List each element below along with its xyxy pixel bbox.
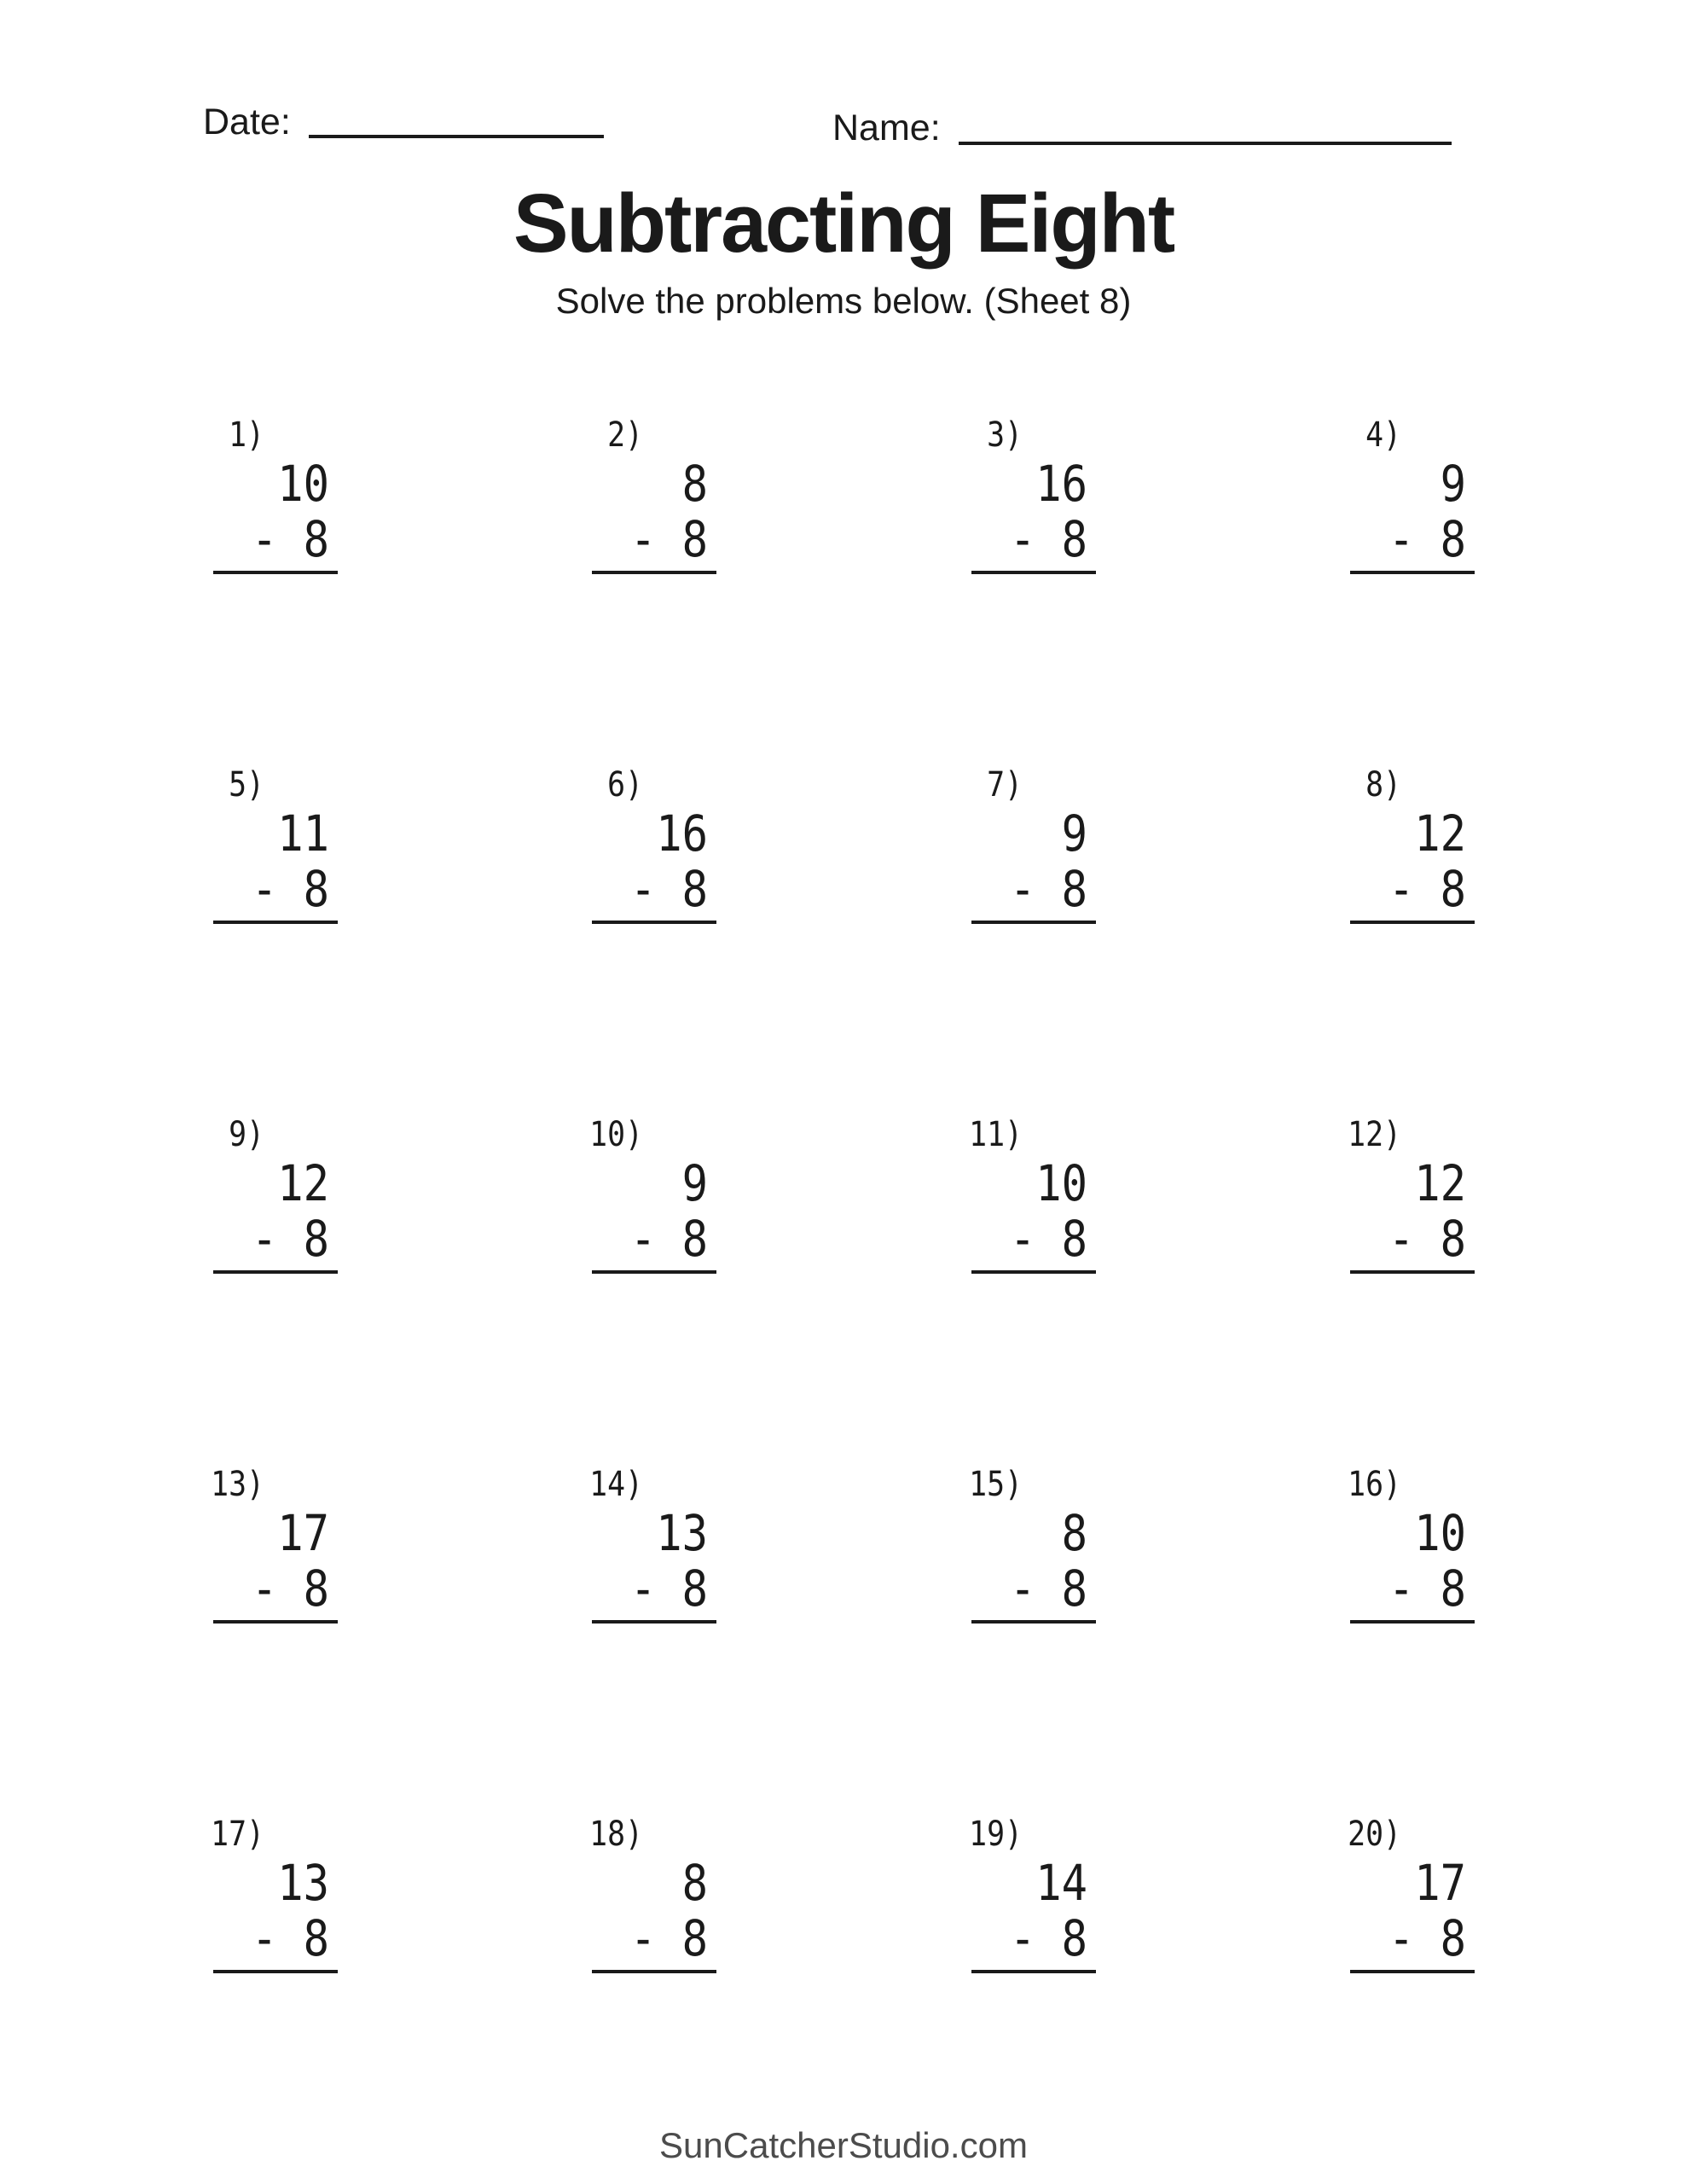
problem-number: 15): [968, 1465, 1023, 1504]
subtrahend: - 8: [1009, 1909, 1087, 1967]
subtrahend: - 8: [1388, 1560, 1466, 1618]
name-label: Name:: [832, 107, 941, 148]
answer-line: [213, 921, 338, 924]
subtrahend: - 8: [630, 1210, 709, 1268]
minuend: 14: [1035, 1854, 1087, 1912]
problem-number: 3): [986, 415, 1023, 455]
page-subtitle: Solve the problems below. (Sheet 8): [555, 281, 1132, 321]
problem-number: 4): [1365, 415, 1401, 455]
problem-number: 1): [229, 415, 264, 455]
minuend: 10: [277, 455, 329, 513]
subtrahend: - 8: [630, 1909, 709, 1967]
minuend: 13: [656, 1504, 709, 1562]
problem-number: 11): [968, 1115, 1023, 1154]
problem-number: 5): [229, 765, 264, 804]
answer-line: [971, 921, 1096, 924]
subtrahend: - 8: [251, 860, 329, 918]
problem: [589, 1113, 971, 1463]
subtrahend: - 8: [251, 1210, 329, 1268]
problem: [592, 764, 971, 1113]
problem-number: 6): [607, 765, 644, 804]
answer-line: [1350, 1620, 1475, 1623]
minuend: 12: [1414, 804, 1466, 863]
problem: [213, 1113, 592, 1463]
minuend: 12: [1414, 1154, 1466, 1212]
answer-line: [213, 1620, 338, 1623]
page-title: Subtracting Eight: [513, 177, 1174, 270]
minuend: 16: [656, 804, 709, 863]
problem: [971, 414, 1350, 764]
problem-number: 7): [986, 765, 1023, 804]
answer-line: [971, 1970, 1096, 1973]
subtrahend: - 8: [630, 1560, 709, 1618]
date-label: Date:: [203, 102, 291, 142]
answer-line: [213, 571, 338, 574]
minuend: 10: [1414, 1504, 1466, 1562]
answer-line: [1350, 571, 1475, 574]
answer-line: [971, 1620, 1096, 1623]
answer-line: [971, 1270, 1096, 1274]
problem-number: 13): [211, 1465, 264, 1504]
problem-number: 19): [968, 1815, 1023, 1854]
problem: [589, 1813, 971, 2163]
problem: [1350, 414, 1687, 764]
problem: [213, 1813, 592, 2163]
problem: [1350, 1113, 1687, 1463]
problems-grid: [213, 414, 1687, 2163]
minuend: 17: [1414, 1854, 1466, 1912]
answer-line: [592, 921, 716, 924]
answer-line: [592, 1620, 716, 1623]
subtrahend: - 8: [251, 510, 329, 568]
subtrahend: - 8: [1009, 1210, 1087, 1268]
problem: [1350, 1813, 1687, 2163]
problem-number: 16): [1348, 1465, 1401, 1504]
minuend: 8: [1061, 1504, 1087, 1562]
minuend: 17: [277, 1504, 329, 1562]
answer-line: [1350, 1970, 1475, 1973]
minuend: 13: [277, 1854, 329, 1912]
answer-line: [592, 1270, 716, 1274]
answer-line: [592, 1970, 716, 1973]
problem-number: 12): [1348, 1115, 1401, 1154]
minuend: 12: [277, 1154, 329, 1212]
subtrahend: - 8: [1388, 1909, 1466, 1967]
minuend: 9: [1440, 455, 1466, 513]
problem: [968, 1113, 1350, 1463]
minuend: 8: [681, 455, 709, 513]
subtrahend: - 8: [630, 510, 709, 568]
minuend: 9: [681, 1154, 709, 1212]
problem: [213, 414, 592, 764]
problem: [971, 764, 1350, 1113]
subtrahend: - 8: [630, 860, 709, 918]
problem-number: 2): [607, 415, 644, 455]
name-fill-in-line: [959, 142, 1452, 145]
subtrahend: - 8: [251, 1560, 329, 1618]
subtrahend: - 8: [1388, 860, 1466, 918]
minuend: 11: [277, 804, 329, 863]
problem: [1350, 1463, 1687, 1813]
footer-site-text: SunCatcherStudio.com: [659, 2125, 1028, 2165]
answer-line: [971, 571, 1096, 574]
subtrahend: - 8: [1388, 1210, 1466, 1268]
answer-line: [1350, 921, 1475, 924]
problem-number: 8): [1365, 765, 1401, 804]
subtrahend: - 8: [1009, 1560, 1087, 1618]
minuend: 9: [1061, 804, 1087, 863]
subtrahend: - 8: [1009, 860, 1087, 918]
problem: [1350, 764, 1687, 1113]
problem-number: 17): [211, 1815, 264, 1854]
subtrahend: - 8: [251, 1909, 329, 1967]
minuend: 16: [1035, 455, 1087, 513]
answer-line: [1350, 1270, 1475, 1274]
answer-line: [213, 1970, 338, 1973]
subtrahend: - 8: [1009, 510, 1087, 568]
problem: [213, 764, 592, 1113]
problem-number: 9): [229, 1115, 264, 1154]
problem: [968, 1813, 1350, 2163]
problem: [213, 1463, 592, 1813]
minuend: 10: [1035, 1154, 1087, 1212]
problem-number: 18): [589, 1815, 644, 1854]
answer-line: [213, 1270, 338, 1274]
date-fill-in-line: [309, 135, 604, 138]
problem: [968, 1463, 1350, 1813]
answer-line: [592, 571, 716, 574]
subtrahend: - 8: [1388, 510, 1466, 568]
problem: [592, 414, 971, 764]
problem-number: 20): [1348, 1815, 1401, 1854]
problem: [589, 1463, 971, 1813]
problem-number: 14): [589, 1465, 644, 1504]
problem-number: 10): [589, 1115, 644, 1154]
minuend: 8: [681, 1854, 709, 1912]
